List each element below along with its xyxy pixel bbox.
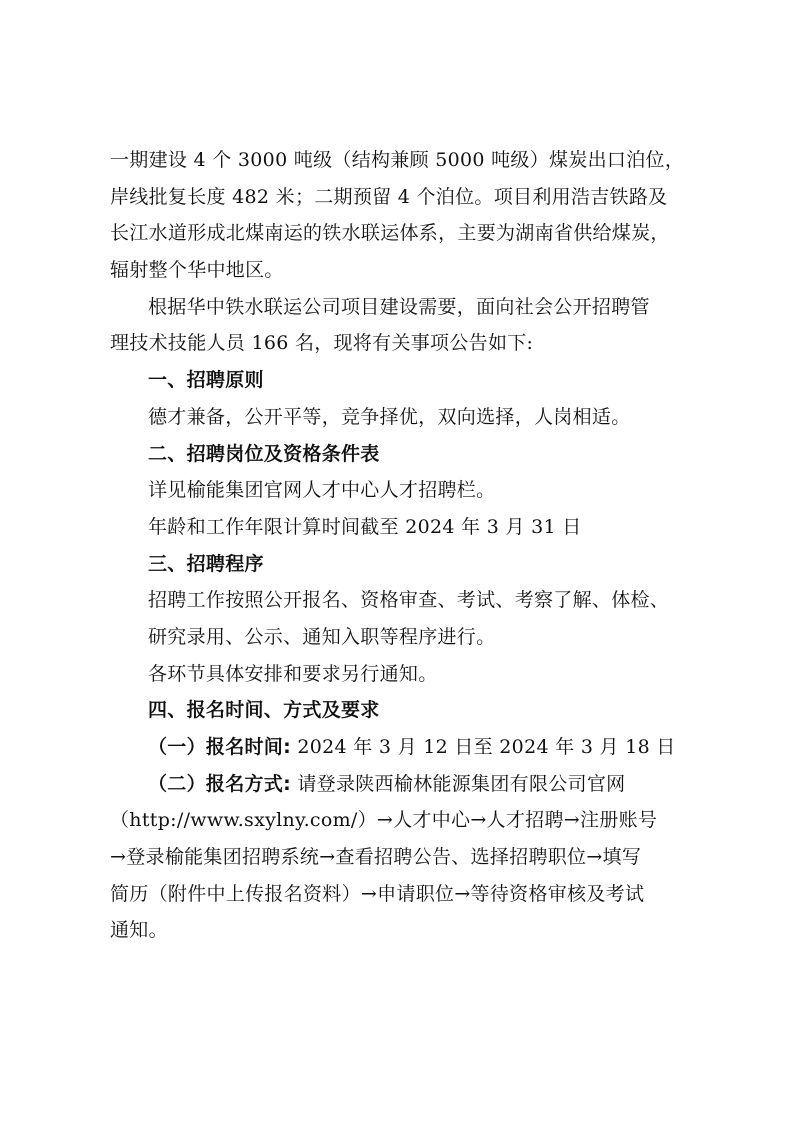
text-line: 研究录用、公示、通知入职等程序进行。 <box>148 625 496 648</box>
text-line: 岸线批复长度 482 米；二期预留 4 个泊位。项目利用浩吉铁路及 <box>110 185 668 208</box>
section-positions-qualifications <box>110 436 705 546</box>
registration-method-value: 请登录陕西榆林能源集团有限公司官网 <box>291 772 626 795</box>
registration-time-value: 2024 年 3 月 12 日至 2024 年 3 月 18 日 <box>291 736 676 758</box>
text-line: 长江水道形成北煤南运的铁水联运体系，主要为湖南省供给煤炭， <box>110 222 670 245</box>
text-line: 详见榆能集团官网人才中心人才招聘栏。 <box>148 479 496 502</box>
text-line: 辐射整个华中地区。 <box>110 259 284 282</box>
text-line: 一期建设 4 个 3000 吨级（结构兼顾 5000 吨级）煤炭出口泊位， <box>110 149 685 171</box>
text-line: 理技术技能人员 166 名，现将有关事项公告如下: <box>110 332 534 355</box>
text-line: 年龄和工作年限计算时间截至 2024 年 3 月 31 日 <box>148 515 582 538</box>
registration-time-line <box>110 729 705 766</box>
text-line: →登录榆能集团招聘系统→查看招聘公告、选择招聘职位→填写 <box>110 846 642 869</box>
text-line: 根据华中铁水联运公司项目建设需要，面向社会公开招聘管 <box>148 295 650 318</box>
text-line: （http://www.sxylny.com/）→人才中心→人才招聘→注册账号 <box>110 809 658 832</box>
text-line: 招聘工作按照公开报名、资格审查、考试、考察了解、体检、 <box>148 589 670 612</box>
registration-method-line <box>110 766 705 803</box>
text-line: 各环节具体安排和要求另行通知。 <box>148 662 438 685</box>
document-body <box>110 142 705 949</box>
paragraph-basis <box>110 289 705 362</box>
text-line: 简历（附件中上传报名资料）→申请职位→等待资格审核及考试 <box>110 882 645 905</box>
text-line: 德才兼备，公开平等，竞争择优，双向选择，人岗相适。 <box>148 405 631 428</box>
registration-time-label: （一）报名时间: <box>148 736 291 758</box>
section-heading: 三、招聘程序 <box>148 552 264 575</box>
section-recruitment-principles <box>110 362 705 435</box>
text-line: 通知。 <box>110 919 168 942</box>
section-heading: 四、报名时间、方式及要求 <box>148 699 380 722</box>
section-registration <box>110 692 705 949</box>
section-recruitment-procedure <box>110 546 705 693</box>
paragraph-intro <box>110 142 705 289</box>
section-heading: 一、招聘原则 <box>148 369 264 392</box>
registration-method-label: （二）报名方式: <box>148 772 291 795</box>
section-heading: 二、招聘岗位及资格条件表 <box>148 442 380 465</box>
